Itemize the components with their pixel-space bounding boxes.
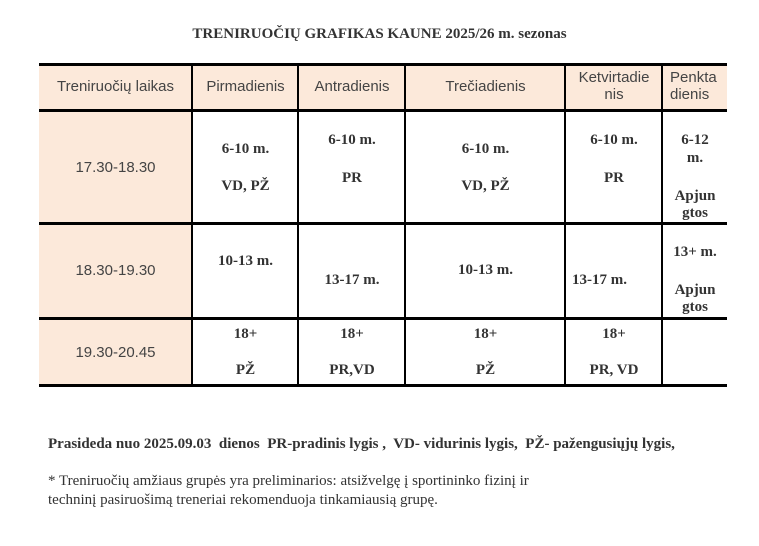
session-cell <box>566 320 662 384</box>
session-cell <box>299 320 405 384</box>
age-group: 18+ <box>340 326 364 342</box>
header-thursday <box>566 66 662 110</box>
age-group: 6-10 m. <box>328 132 376 148</box>
session-cell <box>193 112 298 222</box>
header-label-line: nis <box>604 86 624 103</box>
footnote-line-2: techninį pasiruošimą treneriai rekomenduoja tinkamiausią grupę. <box>48 492 438 508</box>
session-cell <box>663 112 727 222</box>
footnote-line-1: * Treniruočių amžiaus grupės yra preliminarios: atsižvelgę į sportininko fizinį ir <box>48 473 529 489</box>
age-group: 13+ m. <box>673 244 717 260</box>
session-cell-empty <box>663 320 727 384</box>
table-border-bottom <box>39 384 727 387</box>
level: VD, PŽ <box>221 178 270 194</box>
level: PŽ <box>235 362 256 378</box>
header-time <box>39 66 192 110</box>
age-group: 18+ <box>473 326 498 342</box>
age-group: 6-10 m. <box>221 141 270 157</box>
age-group: 10-13 m. <box>458 262 513 278</box>
age-group: 18+ <box>233 326 258 342</box>
age-group: 6-10 m. <box>590 132 638 148</box>
header-label: Trečiadienis <box>445 78 526 95</box>
age-group: 18+ <box>602 326 626 342</box>
age-group: 10-13 m. <box>218 253 273 269</box>
time-slot: 18.30-19.30 <box>75 262 156 279</box>
level: VD, PŽ <box>461 178 510 194</box>
page-title: TRENIRUOČIŲ GRAFIKAS KAUNE 2025/26 m. sezonas <box>192 26 567 42</box>
age-group: 13-17 m. <box>572 272 627 288</box>
session-cell <box>663 225 727 317</box>
header-monday <box>193 66 298 110</box>
header-wednesday <box>406 66 565 110</box>
session-cell <box>193 225 298 317</box>
table-row-time <box>39 225 192 317</box>
session-cell <box>406 112 565 222</box>
time-slot: 17.30-18.30 <box>75 159 156 176</box>
session-cell <box>193 320 298 384</box>
session-cell <box>299 225 405 317</box>
header-label: Antradienis <box>314 78 390 95</box>
header-label-line: Penkta <box>670 69 717 86</box>
session-cell <box>566 225 662 317</box>
header-label-line: Ketvirtadie <box>578 69 650 86</box>
time-slot: 19.30-20.45 <box>75 344 156 361</box>
table-row-time <box>39 112 192 222</box>
level: Apjun <box>674 188 716 204</box>
header-label: Pirmadienis <box>206 78 285 95</box>
age-group: 6-12 <box>681 132 709 148</box>
level: Apjun <box>674 282 716 298</box>
session-cell <box>299 112 405 222</box>
legend-line: Prasideda nuo 2025.09.03 dienos PR-pradinis lygis , VD- vidurinis lygis, PŽ- pažengusiųjų lygis, <box>48 436 675 452</box>
level: gtos <box>682 299 708 315</box>
level: gtos <box>682 205 708 221</box>
session-cell <box>406 225 565 317</box>
session-cell <box>566 112 662 222</box>
level: PR, VD <box>589 362 639 378</box>
header-tuesday <box>299 66 405 110</box>
level: PŽ <box>475 362 496 378</box>
age-group: 6-10 m. <box>461 141 510 157</box>
level: PR <box>342 170 362 186</box>
table-row-time <box>39 320 192 384</box>
header-label: Treniruočių laikas <box>57 78 174 95</box>
age-group: m. <box>686 150 704 166</box>
header-label-line: dienis <box>670 86 710 103</box>
level: PR,VD <box>329 362 375 378</box>
age-group: 13-17 m. <box>324 272 380 288</box>
level: PR <box>604 170 624 186</box>
header-friday <box>663 66 727 110</box>
session-cell <box>406 320 565 384</box>
